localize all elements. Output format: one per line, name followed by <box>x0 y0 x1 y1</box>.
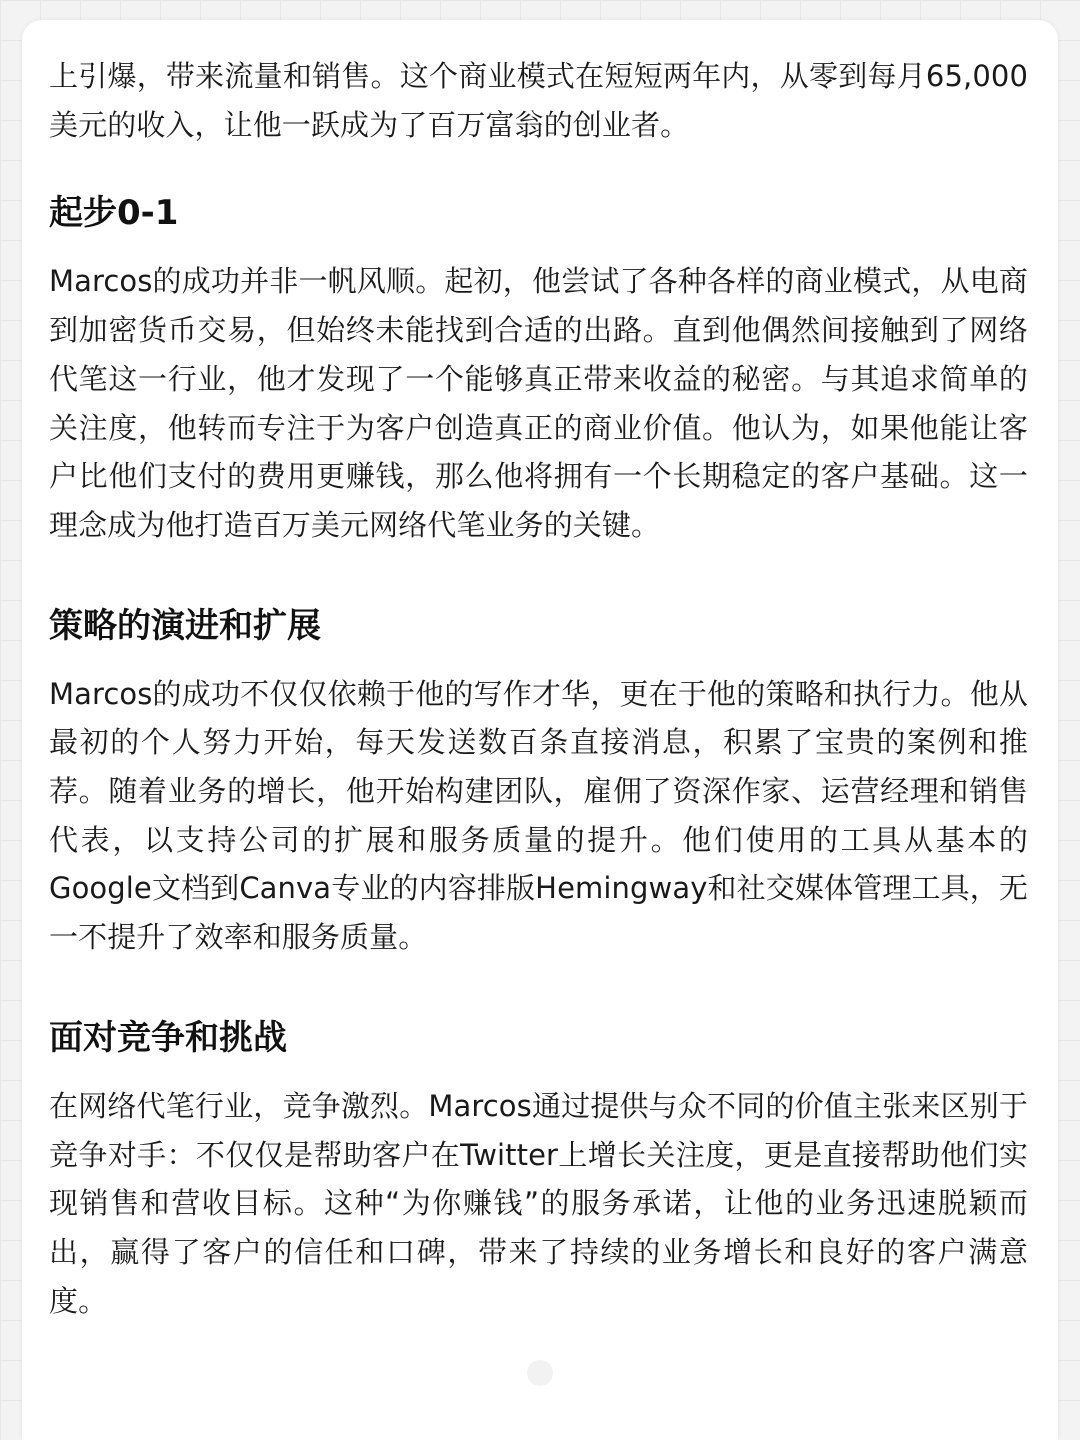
section-body-strategy: Marcos的成功不仅仅依赖于他的写作才华，更在于他的策略和执行力。他从最初的个人努力开始，每天发送数百条直接消息，积累了宝贵的案例和推荐。随着业务的增长，他开始构建团队，雇佣了资深作家、运营经理和销售代表，以支持公司的扩展和服务质量的提升。他们使用的工具从基本的Google文档到Canva专业的内容排版Hemingway和社交媒体管理工具，无一不提升了效率和服务质量。 <box>49 676 1028 955</box>
section-heading-startup: 起步0-1 <box>49 193 179 234</box>
section-heading-strategy: 策略的演进和扩展 <box>49 605 321 646</box>
section-heading-competition: 面对竞争和挑战 <box>49 1017 287 1058</box>
intro-paragraph: 上引爆，带来流量和销售。这个商业模式在短短两年内，从零到每月65,000美元的收入，让他一跃成为了百万富翁的创业者。 <box>49 59 1028 142</box>
article-card <box>22 20 1058 1440</box>
section-body-startup: Marcos的成功并非一帆风顺。起初，他尝试了各种各样的商业模式，从电商到加密货币交易，但始终未能找到合适的出路。直到他偶然间接触到了网络代笔这一行业，他才发现了一个能够真正带来收益的秘密。与其追求简单的关注度，他转而专注于为客户创造真正的商业价值。他认为，如果他能让客户比他们支付的费用更赚钱，那么他将拥有一个长期稳定的客户基础。这一理念成为他打造百万美元网络代笔业务的关键。 <box>49 264 1028 542</box>
section-body-competition: 在网络代笔行业，竞争激烈。Marcos通过提供与众不同的价值主张来区别于竞争对手：不仅仅是帮助客户在Twitter上增长关注度，更是直接帮助他们实现销售和营收目标。这种“为你赚钱”的服务承诺，让他的业务迅速脱颖而出，赢得了客户的信任和口碑，带来了持续的业务增长和良好的客户满意度。 <box>49 1088 1028 1318</box>
page-indicator-dot <box>527 1360 553 1386</box>
